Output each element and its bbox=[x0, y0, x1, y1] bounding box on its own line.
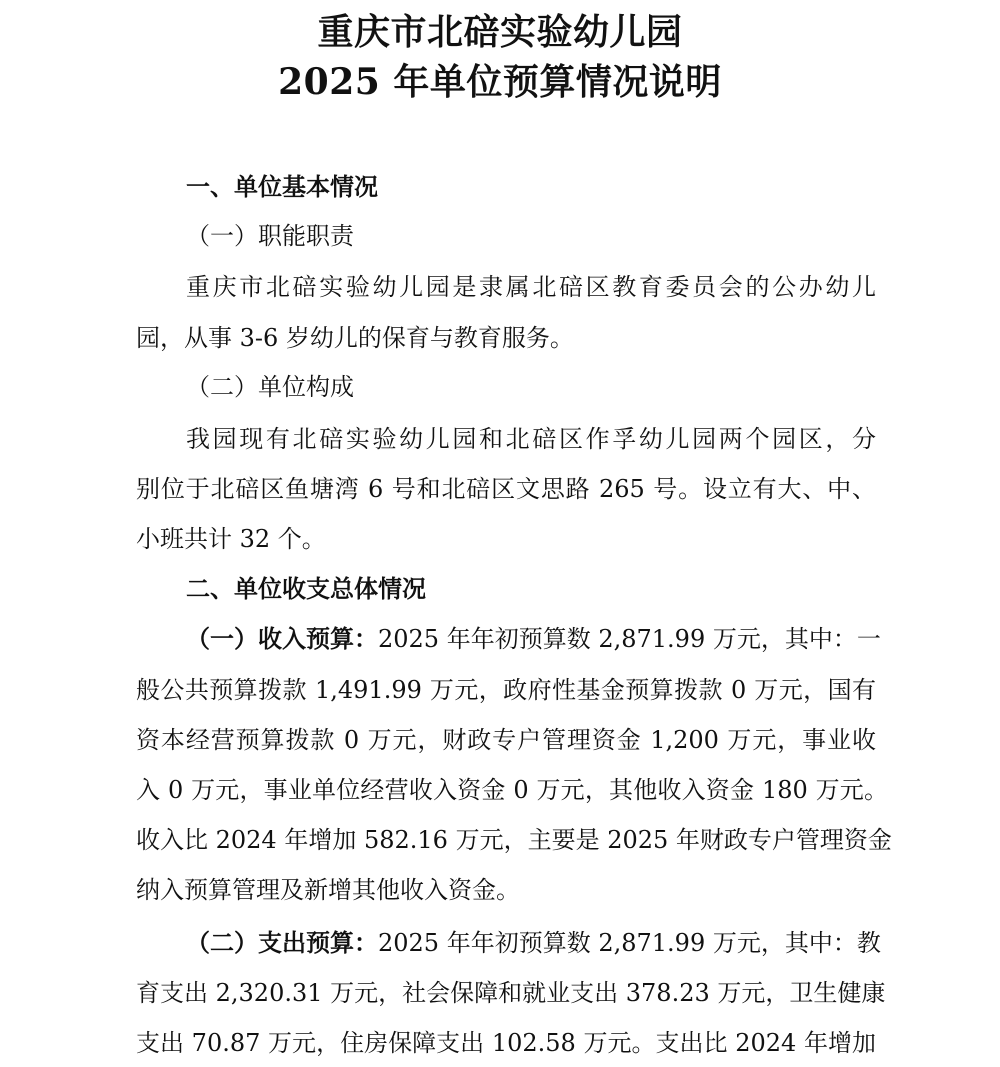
paragraph-line: 2025 年年初预算数 2,871.99 万元，其中：一 bbox=[378, 625, 881, 653]
expense-label: （二）支出预算： bbox=[186, 929, 378, 957]
income-first-line bbox=[186, 624, 881, 654]
paragraph-line: 我园现有北碚实验幼儿园和北碚区作孚幼儿园两个园区，分 bbox=[186, 425, 876, 453]
paragraph-line: 入 0 万元，事业单位经营收入资金 0 万元，其他收入资金 180 万元。 bbox=[136, 776, 888, 804]
document-title: 重庆市北碚实验幼儿园 bbox=[317, 11, 683, 53]
document-subtitle: 2025 年单位预算情况说明 bbox=[278, 61, 722, 103]
expense-first-line bbox=[186, 928, 881, 958]
section1-heading: 一、单位基本情况 bbox=[186, 173, 378, 201]
paragraph-line: 园，从事 3-6 岁幼儿的保育与教育服务。 bbox=[136, 324, 574, 352]
paragraph-line: 纳入预算管理及新增其他收入资金。 bbox=[136, 876, 520, 904]
sub1-heading: （一）职能职责 bbox=[186, 222, 354, 250]
paragraph-line: 般公共预算拨款 1,491.99 万元，政府性基金预算拨款 0 万元，国有 bbox=[136, 676, 876, 704]
paragraph-line: 支出 70.87 万元，住房保障支出 102.58 万元。支出比 2024 年增加 bbox=[136, 1029, 876, 1057]
paragraph-line: 资本经营预算拨款 0 万元，财政专户管理资金 1,200 万元，事业收 bbox=[136, 726, 876, 754]
paragraph-line: 小班共计 32 个。 bbox=[136, 525, 326, 553]
paragraph-line: 2025 年年初预算数 2,871.99 万元，其中：教 bbox=[378, 929, 881, 957]
paragraph-line: 收入比 2024 年增加 582.16 万元，主要是 2025 年财政专户管理资金 bbox=[136, 826, 892, 854]
income-label: （一）收入预算： bbox=[186, 625, 378, 653]
sub2-heading: （二）单位构成 bbox=[186, 373, 354, 401]
paragraph-line: 重庆市北碚实验幼儿园是隶属北碚区教育委员会的公办幼儿 bbox=[186, 273, 876, 301]
section2-heading: 二、单位收支总体情况 bbox=[186, 575, 426, 603]
paragraph-line: 别位于北碚区鱼塘湾 6 号和北碚区文思路 265 号。设立有大、中、 bbox=[136, 475, 876, 503]
paragraph-line: 育支出 2,320.31 万元，社会保障和就业支出 378.23 万元，卫生健康 bbox=[136, 979, 886, 1007]
